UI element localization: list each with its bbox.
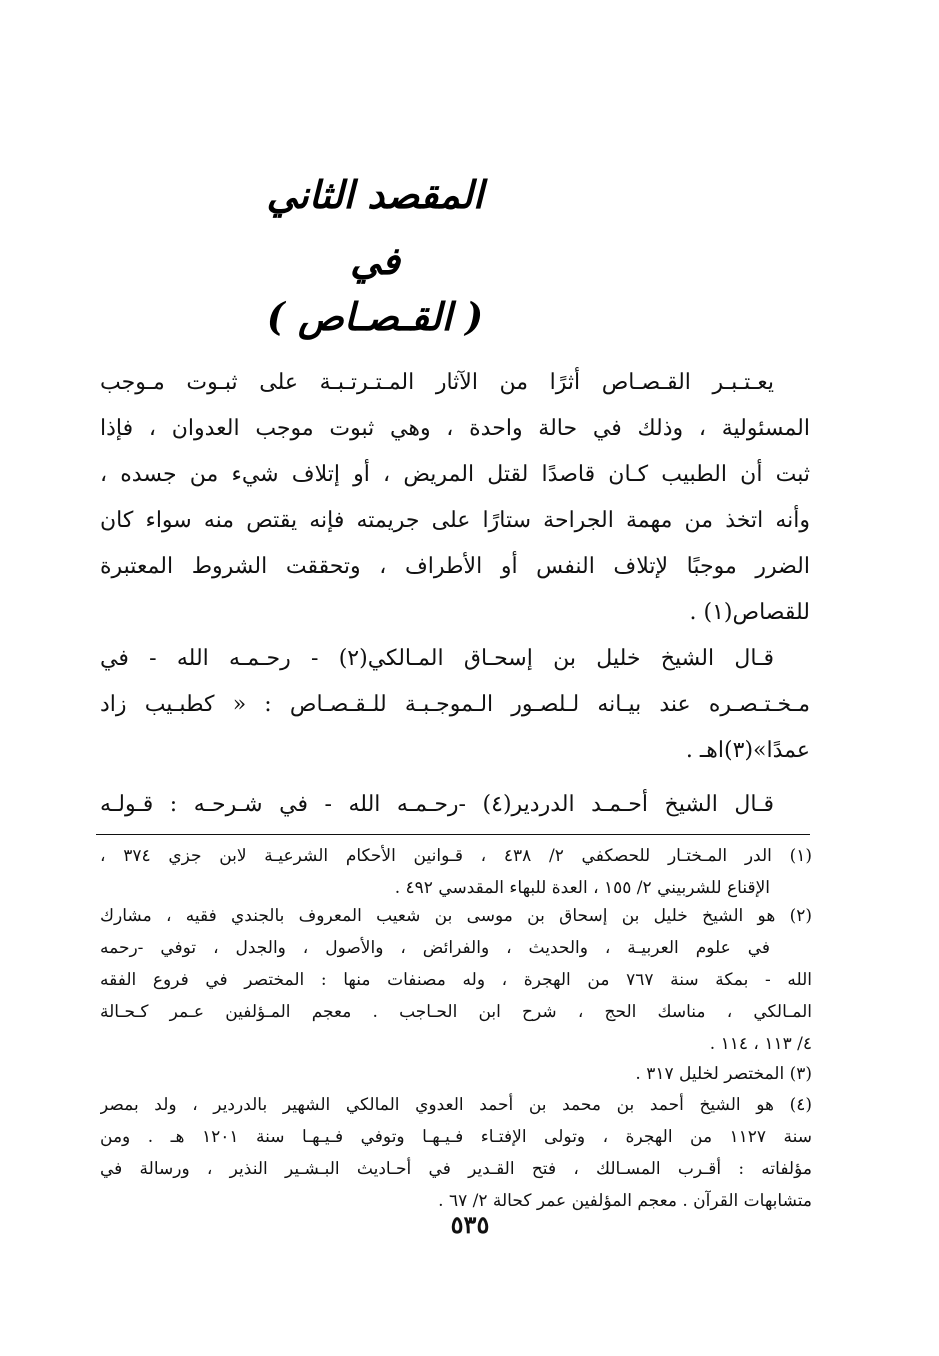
footnote-line: (٤) هو الشيخ أحمد بن محمد بن أحمد العدوي المالكي الشهير بالدردير ، ولد بمصر — [100, 1095, 812, 1115]
footnote-4 — [100, 1089, 812, 1217]
footnote-line: سنة ١١٢٧ من الهجرة ، وتولى الإفتـاء فـيـهـا وتوفي فـيـهـا سنة ١٢٠١ هـ . ومن — [100, 1127, 812, 1147]
text-line: المسئولية ، وذلك في حالة واحدة ، وهي ثبوت موجب العدوان ، فإذا — [100, 416, 810, 441]
paragraph-dardir-quote — [100, 782, 810, 828]
text-line: مـخـتـصـره عند بيـانه لـلصـور الـموجـبـة للـقـصـاص : « كطبـيب زاد — [100, 692, 810, 717]
footnote-separator — [96, 834, 810, 835]
paragraph-khalil-quote — [100, 636, 810, 774]
footnote-line: الله - بمكة سنة ٧٦٧ من الهجرة ، وله مصنفات منها : المختصر في فروع الفقه — [100, 970, 812, 990]
footnote-line: مؤلفاته : أقـرب المسـالك ، فتح القـدير في أحـاديث البـشـير النذير ، ورسالة في — [100, 1159, 812, 1179]
footnote-2 — [100, 900, 812, 1060]
section-title: المقصد الثاني — [266, 172, 484, 217]
text-line: ثبت أن الطبيب كـان قاصدًا لقتل المريض ، أو إتلاف شيء من جسده ، — [100, 462, 810, 487]
paragraph-qisas-intro — [100, 360, 810, 636]
footnote-line: في علوم العربيـة ، والحديث ، والفرائض ، والأصول ، والجدل ، توفي -رحمه — [100, 938, 770, 958]
text-line: الضرر موجبًا لإتلاف النفس أو الأطراف ، وتحققت الشروط المعتبرة — [100, 554, 810, 579]
footnote-line: (١) الدر المـختـار للحصكفي ٢/ ٤٣٨ ، قـوانين الأحكام الشرعيـة لابن جزي ٣٧٤ ، — [100, 846, 812, 866]
footnote-line: المـالكي ، مناسك الحج ، شرح ابن الحـاجب . معجم المـؤلفين عـمر كـحـالة — [100, 1002, 812, 1022]
footnote-3 — [100, 1058, 812, 1090]
footnote-line: الإقناع للشربيني ٢/ ١٥٥ ، العدة للبهاء المقدسي ٤٩٢ . — [394, 878, 770, 898]
page-number: ٥٣٥ — [450, 1210, 490, 1239]
text-line: قـال الشيخ أحـمـد الدردير(٤) -رحـمـه الله - في شـرحـه : قـولـه — [100, 792, 774, 817]
footnote-line: (٣) المختصر لخليل ٣١٧ . — [635, 1064, 812, 1084]
section-subject-title: ( القـصـاص ) — [266, 294, 484, 339]
section-title-connector: في — [350, 238, 400, 283]
text-line: يعـتـبـر القـصـاص أثرًا من الآثار المـتـرتـبـة على ثبـوت مـوجب — [100, 370, 774, 395]
text-line: للقصاص(١) . — [689, 600, 810, 625]
footnote-line: (٢) هو الشيخ خليل بن إسحاق بن موسى بن شعيب المعروف بالجندي فقيه ، مشارك — [100, 906, 812, 926]
footnote-line: متشابهات القرآن . معجم المؤلفين عمر كحالة ٢/ ٦٧ . — [438, 1191, 812, 1211]
text-line: قـال الشيخ خليل بن إسحـاق المـالكي(٢) - رحـمـه الله - في — [100, 646, 774, 671]
text-line: عمدًا»(٣)اهـ . — [685, 738, 810, 763]
footnote-1 — [100, 840, 812, 904]
footnote-line: ٤/ ١١٣ ، ١١٤ . — [709, 1034, 812, 1054]
text-line: وأنه اتخذ من مهمة الجراحة ستارًا على جريمته فإنه يقتص منه سواء كان — [100, 508, 810, 533]
